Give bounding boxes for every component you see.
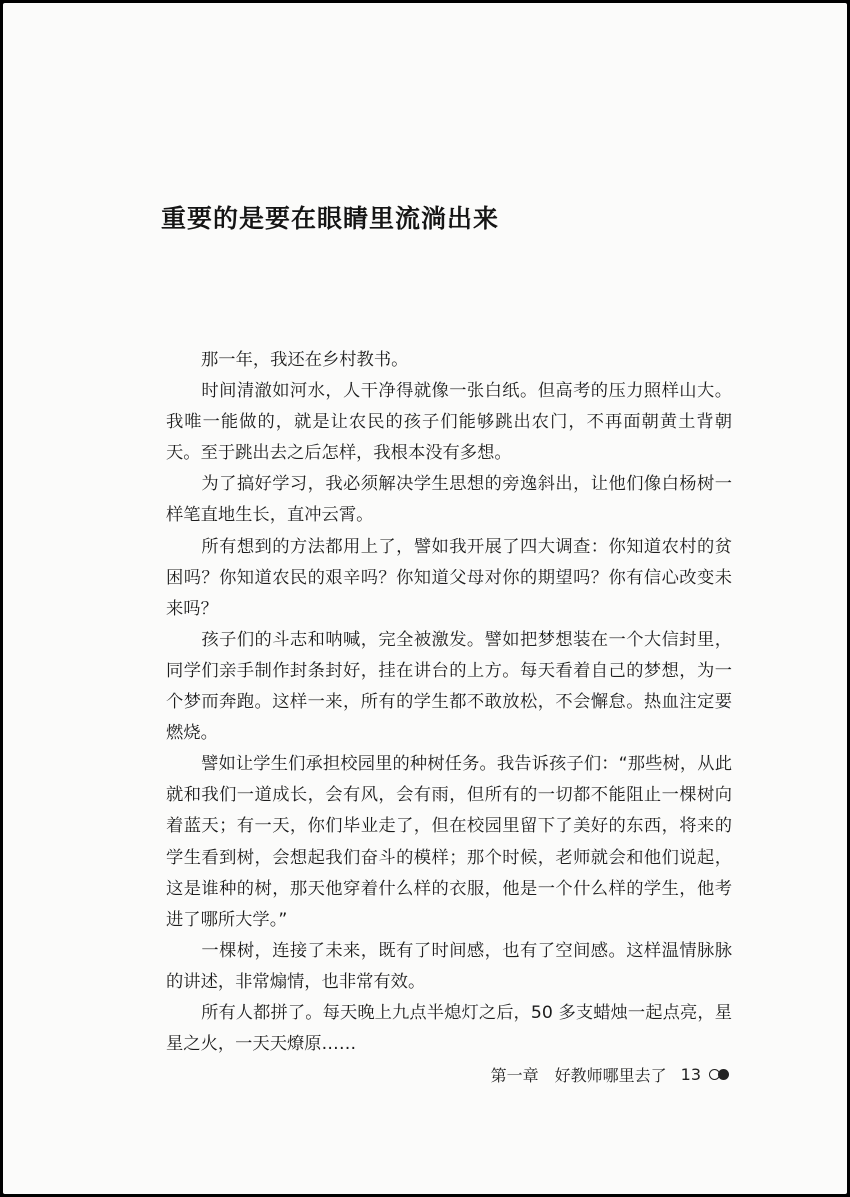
chapter-section-title: 重要的是要在眼睛里流淌出来	[161, 204, 500, 233]
footer-chapter-title: 第一章 好教师哪里去了	[490, 1066, 667, 1085]
page-number: 13	[680, 1065, 701, 1084]
paragraph: 所有想到的方法都用上了，譬如我开展了四大调查：你知道农村的贫困吗？你知道农民的艰辛吗？你知道父母对你的期望吗？你有信心改变未来吗？	[166, 536, 732, 619]
paragraph: 譬如让学生们承担校园里的种树任务。我告诉孩子们：“那些树，从此就和我们一道成长，会有风，会有雨，但所有的一切都不能阻止一棵树向着蓝天；有一天，你们毕业走了，但在校园里留下了美好的东西，将来的学生看到树，会想起我们奋斗的模样；那个时候，老师就会和他们说起，这是谁种的树，那天他穿着什么样的衣服，他是一个什么样的学生，他考进了哪所大学。”	[166, 754, 732, 930]
paragraph: 一棵树，连接了未来，既有了时间感，也有了空间感。这样温情脉脉的讲述，非常煽情，也非常有效。	[166, 940, 732, 992]
paragraph: 所有人都拼了。每天晚上九点半熄灯之后，50 多支蜡烛一起点亮，星星之火，一天天燎原……	[166, 1002, 732, 1055]
paragraph: 时间清澈如河水，人干净得就像一张白纸。但高考的压力照样山大。我唯一能做的，就是让农民的孩子们能够跳出农门，不再面朝黄土背朝天。至于跳出去之后怎样，我根本没有多想。	[166, 381, 732, 464]
page-ornament-icon	[709, 1069, 729, 1080]
paragraph: 那一年，我还在乡村教书。	[201, 350, 409, 370]
book-page	[3, 3, 847, 1194]
paragraph: 为了搞好学习，我必须解决学生思想的旁逸斜出，让他们像白杨树一样笔直地生长，直冲云霄。	[166, 474, 732, 526]
running-footer	[491, 1063, 729, 1086]
paragraph: 孩子们的斗志和呐喊，完全被激发。譬如把梦想装在一个大信封里，同学们亲手制作封条封好，挂在讲台的上方。每天看着自己的梦想，为一个梦而奔跑。这样一来，所有的学生都不敢放松，不会懈怠。热血注定要燃烧。	[166, 629, 732, 744]
body-text	[166, 345, 732, 1060]
